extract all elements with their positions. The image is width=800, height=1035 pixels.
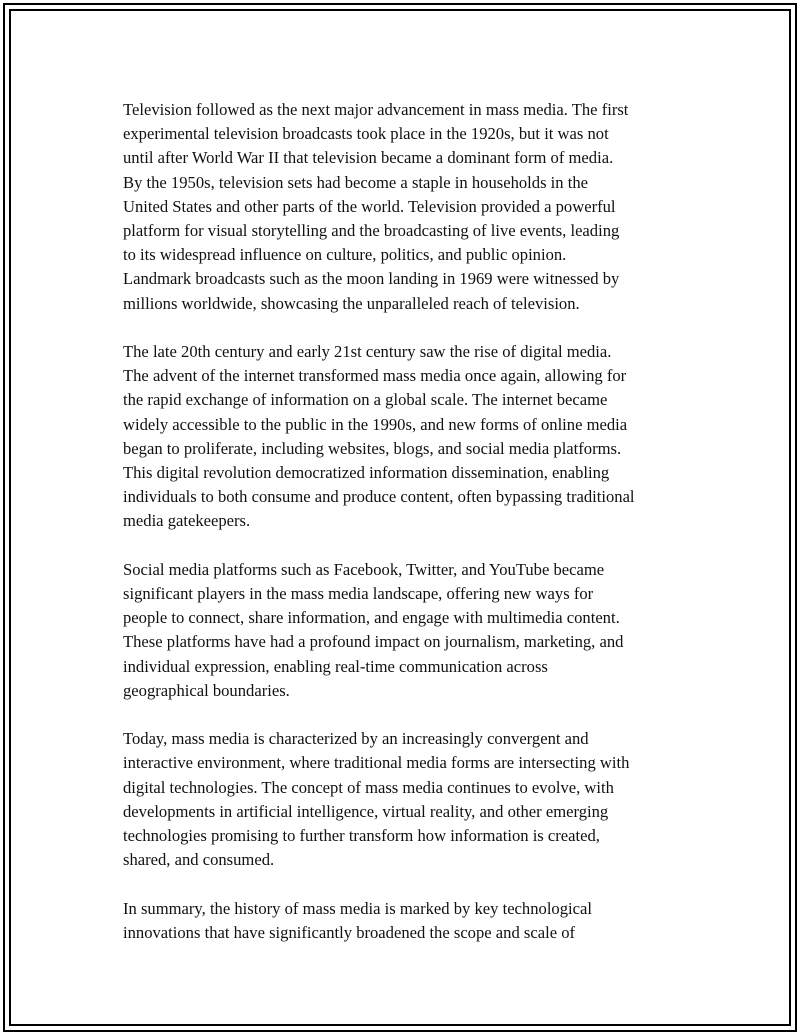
text-line: The late 20th century and early 21st century saw the rise of digital media.	[123, 342, 612, 362]
text-line: widely accessible to the public in the 1990s, and new forms of online media	[123, 414, 628, 434]
paragraph-social-media	[123, 558, 698, 703]
text-line: innovations that have significantly broadened the scope and scale of	[123, 922, 576, 942]
text-line: In summary, the history of mass media is marked by key technological	[123, 898, 592, 918]
text-line: people to connect, share information, and engage with multimedia content.	[123, 608, 620, 628]
text-line: geographical boundaries.	[123, 680, 290, 700]
document-body	[123, 98, 698, 969]
text-line: developments in artificial intelligence, virtual reality, and other emerging	[123, 801, 609, 821]
paragraph-summary	[123, 897, 698, 945]
text-line: These platforms have had a profound impact on journalism, marketing, and	[123, 632, 624, 652]
text-line: Social media platforms such as Facebook, Twitter, and YouTube became	[123, 559, 605, 579]
text-line: Landmark broadcasts such as the moon landing in 1969 were witnessed by	[123, 269, 620, 289]
text-line: By the 1950s, television sets had become a staple in households in the	[123, 172, 589, 192]
text-line: technologies promising to further transform how information is created,	[123, 826, 600, 846]
text-line: to its widespread influence on culture, politics, and public opinion.	[123, 245, 567, 265]
text-line: platform for visual storytelling and the broadcasting of live events, leading	[123, 221, 620, 241]
text-line: the rapid exchange of information on a global scale. The internet became	[123, 390, 608, 410]
text-line: individuals to both consume and produce content, often bypassing traditional	[123, 487, 635, 507]
page-frame	[3, 3, 797, 1032]
text-line: millions worldwide, showcasing the unparalleled reach of television.	[123, 293, 580, 313]
text-line: United States and other parts of the world. Television provided a powerful	[123, 196, 616, 216]
text-line: individual expression, enabling real-time communication across	[123, 656, 548, 676]
text-line: Today, mass media is characterized by an increasingly convergent and	[123, 729, 589, 749]
paragraph-television	[123, 98, 698, 316]
text-line: shared, and consumed.	[123, 850, 275, 870]
paragraph-digital-media	[123, 340, 698, 534]
text-line: interactive environment, where traditional media forms are intersecting with	[123, 753, 630, 773]
text-line: Television followed as the next major advancement in mass media. The first	[123, 100, 629, 119]
text-line: This digital revolution democratized information dissemination, enabling	[123, 463, 610, 483]
text-line: media gatekeepers.	[123, 511, 251, 531]
text-line: significant players in the mass media landscape, offering new ways for	[123, 584, 594, 604]
text-line: until after World War II that television became a dominant form of media.	[123, 148, 614, 168]
text-line: experimental television broadcasts took place in the 1920s, but it was not	[123, 124, 609, 144]
text-line: digital technologies. The concept of mass media continues to evolve, with	[123, 777, 614, 797]
paragraph-today	[123, 727, 698, 872]
text-line: The advent of the internet transformed mass media once again, allowing for	[123, 366, 627, 386]
text-line: began to proliferate, including websites, blogs, and social media platforms.	[123, 438, 622, 458]
